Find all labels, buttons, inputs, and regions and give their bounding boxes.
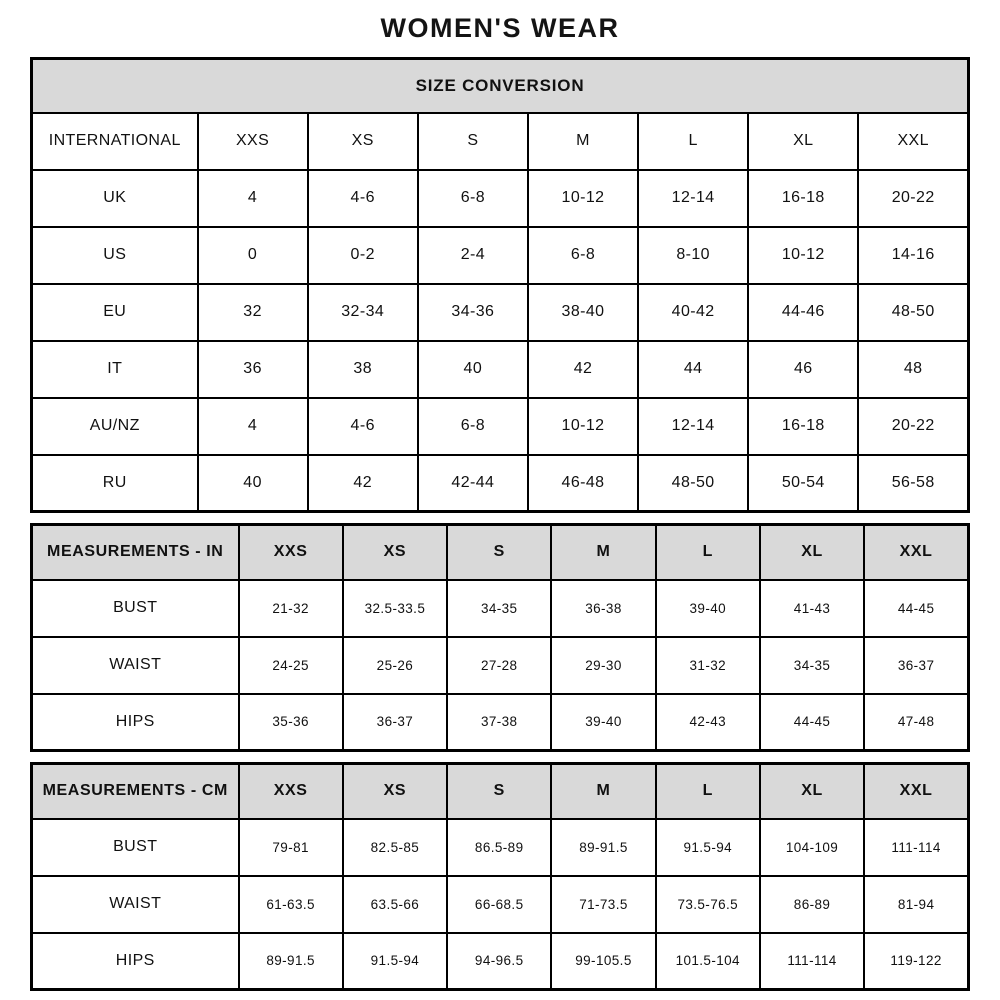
value-cell: 39-40 bbox=[551, 694, 655, 751]
size-column-header-cell: XS bbox=[343, 764, 447, 819]
row-label-cell: WAIST bbox=[32, 876, 239, 933]
value-cell: 44 bbox=[638, 341, 748, 398]
value-cell: 6-8 bbox=[418, 398, 528, 455]
size-column-header-cell: XXS bbox=[239, 764, 343, 819]
row-label-header-cell: INTERNATIONAL bbox=[32, 113, 198, 170]
value-cell: 47-48 bbox=[864, 694, 968, 751]
value-cell: 6-8 bbox=[528, 227, 638, 284]
table-row bbox=[32, 455, 969, 512]
row-label-cell: EU bbox=[32, 284, 198, 341]
value-cell: 111-114 bbox=[760, 933, 864, 990]
value-cell: 20-22 bbox=[858, 398, 968, 455]
value-cell: 0-2 bbox=[308, 227, 418, 284]
value-cell: 21-32 bbox=[239, 580, 343, 637]
size-column-header-cell: XXS bbox=[198, 113, 308, 170]
value-cell: 14-16 bbox=[858, 227, 968, 284]
value-cell: 42-43 bbox=[656, 694, 760, 751]
value-cell: 2-4 bbox=[418, 227, 528, 284]
table-row bbox=[32, 284, 969, 341]
row-label-header-cell: MEASUREMENTS - CM bbox=[32, 764, 239, 819]
value-cell: 31-32 bbox=[656, 637, 760, 694]
size-column-header-cell: S bbox=[447, 764, 551, 819]
size-column-header-cell: S bbox=[418, 113, 528, 170]
value-cell: 104-109 bbox=[760, 819, 864, 876]
size-column-header-cell: XXL bbox=[864, 525, 968, 580]
value-cell: 35-36 bbox=[239, 694, 343, 751]
measurements-in-header-row bbox=[32, 525, 969, 580]
row-label-cell: BUST bbox=[32, 819, 239, 876]
value-cell: 42-44 bbox=[418, 455, 528, 512]
value-cell: 73.5-76.5 bbox=[656, 876, 760, 933]
size-column-header-cell: L bbox=[638, 113, 748, 170]
value-cell: 44-46 bbox=[748, 284, 858, 341]
value-cell: 66-68.5 bbox=[447, 876, 551, 933]
value-cell: 4 bbox=[198, 398, 308, 455]
value-cell: 94-96.5 bbox=[447, 933, 551, 990]
value-cell: 16-18 bbox=[748, 170, 858, 227]
row-label-cell: BUST bbox=[32, 580, 239, 637]
value-cell: 111-114 bbox=[864, 819, 968, 876]
table-row bbox=[32, 694, 969, 751]
value-cell: 56-58 bbox=[858, 455, 968, 512]
value-cell: 119-122 bbox=[864, 933, 968, 990]
value-cell: 29-30 bbox=[551, 637, 655, 694]
value-cell: 86.5-89 bbox=[447, 819, 551, 876]
value-cell: 24-25 bbox=[239, 637, 343, 694]
value-cell: 48 bbox=[858, 341, 968, 398]
value-cell: 36-38 bbox=[551, 580, 655, 637]
value-cell: 50-54 bbox=[748, 455, 858, 512]
value-cell: 42 bbox=[308, 455, 418, 512]
value-cell: 101.5-104 bbox=[656, 933, 760, 990]
value-cell: 89-91.5 bbox=[551, 819, 655, 876]
value-cell: 37-38 bbox=[447, 694, 551, 751]
value-cell: 32 bbox=[198, 284, 308, 341]
value-cell: 32-34 bbox=[308, 284, 418, 341]
value-cell: 36-37 bbox=[343, 694, 447, 751]
size-column-header-cell: M bbox=[551, 764, 655, 819]
size-column-header-cell: XXL bbox=[858, 113, 968, 170]
value-cell: 91.5-94 bbox=[656, 819, 760, 876]
size-chart-page bbox=[30, 0, 970, 991]
size-column-header-cell: XXL bbox=[864, 764, 968, 819]
value-cell: 12-14 bbox=[638, 398, 748, 455]
value-cell: 41-43 bbox=[760, 580, 864, 637]
value-cell: 8-10 bbox=[638, 227, 748, 284]
value-cell: 71-73.5 bbox=[551, 876, 655, 933]
page-title: WOMEN'S WEAR bbox=[380, 13, 620, 43]
value-cell: 4-6 bbox=[308, 170, 418, 227]
value-cell: 44-45 bbox=[864, 580, 968, 637]
value-cell: 40-42 bbox=[638, 284, 748, 341]
value-cell: 34-35 bbox=[760, 637, 864, 694]
value-cell: 48-50 bbox=[638, 455, 748, 512]
value-cell: 63.5-66 bbox=[343, 876, 447, 933]
value-cell: 6-8 bbox=[418, 170, 528, 227]
table-row bbox=[32, 398, 969, 455]
value-cell: 39-40 bbox=[656, 580, 760, 637]
value-cell: 42 bbox=[528, 341, 638, 398]
table-row bbox=[32, 341, 969, 398]
table-row bbox=[32, 227, 969, 284]
size-conversion-table bbox=[30, 57, 970, 513]
size-column-header-cell: M bbox=[551, 525, 655, 580]
row-label-cell: US bbox=[32, 227, 198, 284]
measurements-cm-table bbox=[30, 762, 970, 991]
value-cell: 48-50 bbox=[858, 284, 968, 341]
measurements-in-table bbox=[30, 523, 970, 752]
size-column-header-cell: M bbox=[528, 113, 638, 170]
value-cell: 89-91.5 bbox=[239, 933, 343, 990]
value-cell: 4-6 bbox=[308, 398, 418, 455]
value-cell: 81-94 bbox=[864, 876, 968, 933]
value-cell: 40 bbox=[198, 455, 308, 512]
row-label-cell: WAIST bbox=[32, 637, 239, 694]
value-cell: 16-18 bbox=[748, 398, 858, 455]
size-column-header-cell: XL bbox=[760, 525, 864, 580]
value-cell: 0 bbox=[198, 227, 308, 284]
value-cell: 27-28 bbox=[447, 637, 551, 694]
value-cell: 12-14 bbox=[638, 170, 748, 227]
size-conversion-banner: SIZE CONVERSION bbox=[32, 59, 969, 113]
size-column-header-cell: XL bbox=[760, 764, 864, 819]
value-cell: 32.5-33.5 bbox=[343, 580, 447, 637]
value-cell: 79-81 bbox=[239, 819, 343, 876]
value-cell: 36 bbox=[198, 341, 308, 398]
value-cell: 38 bbox=[308, 341, 418, 398]
value-cell: 10-12 bbox=[748, 227, 858, 284]
table-row bbox=[32, 580, 969, 637]
value-cell: 34-36 bbox=[418, 284, 528, 341]
row-label-header-cell: MEASUREMENTS - IN bbox=[32, 525, 239, 580]
size-column-header-cell: XL bbox=[748, 113, 858, 170]
size-column-header-cell: L bbox=[656, 764, 760, 819]
value-cell: 86-89 bbox=[760, 876, 864, 933]
row-label-cell: HIPS bbox=[32, 694, 239, 751]
table-row bbox=[32, 170, 969, 227]
value-cell: 34-35 bbox=[447, 580, 551, 637]
size-conversion-header-row bbox=[32, 113, 969, 170]
table-row bbox=[32, 637, 969, 694]
value-cell: 4 bbox=[198, 170, 308, 227]
table-row bbox=[32, 819, 969, 876]
value-cell: 20-22 bbox=[858, 170, 968, 227]
size-column-header-cell: S bbox=[447, 525, 551, 580]
value-cell: 40 bbox=[418, 341, 528, 398]
value-cell: 91.5-94 bbox=[343, 933, 447, 990]
size-column-header-cell: XS bbox=[343, 525, 447, 580]
value-cell: 38-40 bbox=[528, 284, 638, 341]
row-label-cell: UK bbox=[32, 170, 198, 227]
size-column-header-cell: XXS bbox=[239, 525, 343, 580]
value-cell: 46 bbox=[748, 341, 858, 398]
value-cell: 46-48 bbox=[528, 455, 638, 512]
size-column-header-cell: L bbox=[656, 525, 760, 580]
table-row bbox=[32, 933, 969, 990]
value-cell: 61-63.5 bbox=[239, 876, 343, 933]
row-label-cell: IT bbox=[32, 341, 198, 398]
value-cell: 82.5-85 bbox=[343, 819, 447, 876]
value-cell: 25-26 bbox=[343, 637, 447, 694]
row-label-cell: AU/NZ bbox=[32, 398, 198, 455]
row-label-cell: RU bbox=[32, 455, 198, 512]
measurements-cm-header-row bbox=[32, 764, 969, 819]
row-label-cell: HIPS bbox=[32, 933, 239, 990]
size-column-header-cell: XS bbox=[308, 113, 418, 170]
value-cell: 44-45 bbox=[760, 694, 864, 751]
value-cell: 10-12 bbox=[528, 398, 638, 455]
value-cell: 10-12 bbox=[528, 170, 638, 227]
table-row bbox=[32, 876, 969, 933]
value-cell: 99-105.5 bbox=[551, 933, 655, 990]
value-cell: 36-37 bbox=[864, 637, 968, 694]
